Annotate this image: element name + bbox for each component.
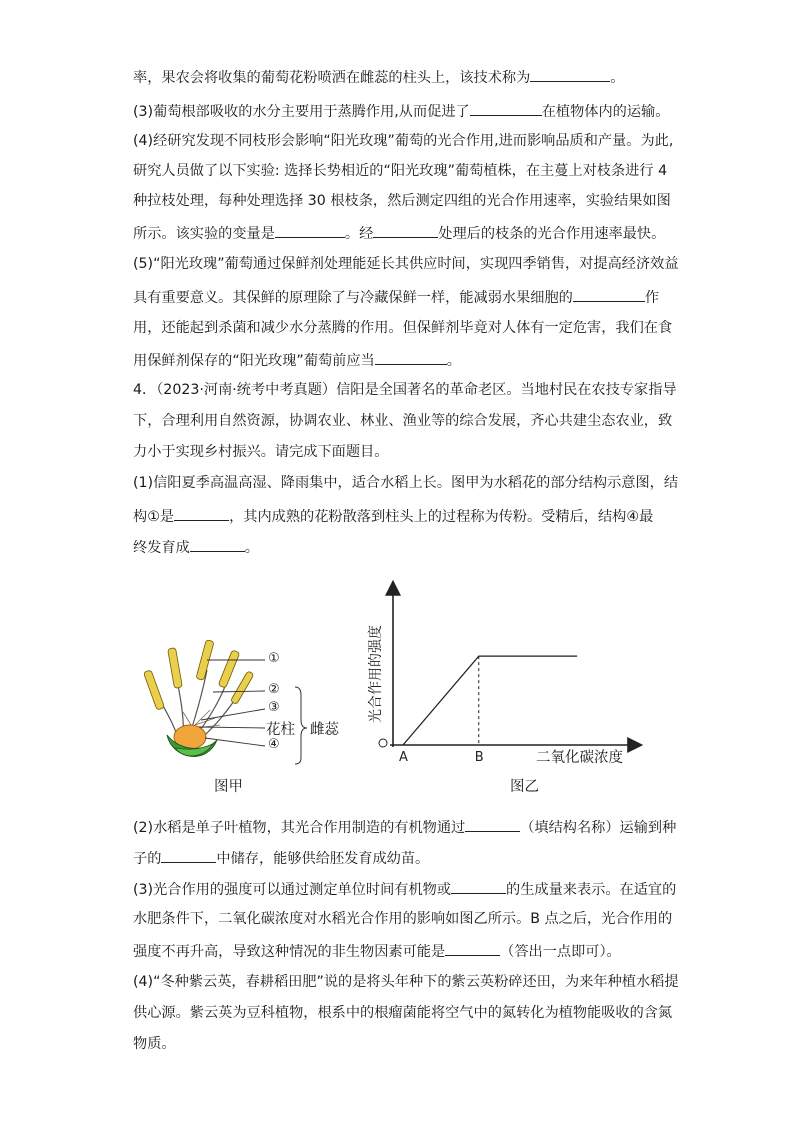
x-tick-label: A (399, 750, 408, 765)
label-1: ① (268, 651, 280, 666)
answer-blank[interactable] (161, 848, 216, 863)
text-line: 子的 中储存，能够供给胚发育成幼苗。 (133, 848, 429, 868)
text-line: 用保鲜剂保存的“阳光玫瑰”葡萄前应当 。 (133, 350, 461, 370)
text-line: 所示。该实验的变量是 。经 处理后的枝条的光合作用速率最快。 (133, 223, 665, 243)
text-line: (3)光合作用的强度可以通过测定单位时间有机物或 的生成量来表示。在适宜的 (133, 879, 676, 899)
text-line: 水肥条件下，二氧化碳浓度对水稻光合作用的影响如图乙所示。B 点之后，光合作用的 (133, 911, 673, 927)
x-axis-label: 二氧化碳浓度 (536, 750, 623, 766)
label-4: ④ (268, 737, 280, 752)
figure-jia-caption: 图甲 (214, 779, 243, 795)
chart-yi (350, 575, 650, 775)
text-line: 种拉枝处理，每种处理选择 30 根枝条，然后测定四组的光合作用速率，实验结果如图 (133, 193, 671, 209)
style-label: 花柱 (266, 722, 295, 738)
text-line: 终发育成 。 (133, 537, 259, 557)
text-line: 供心源。紫云英为豆科植物，根系中的根瘤菌能将空气中的氮转化为植物能吸收的含氮 (133, 1005, 673, 1021)
anthers (143, 640, 254, 710)
answer-blank[interactable] (275, 223, 345, 238)
label-2: ② (268, 682, 280, 697)
text-line: 率，果农会将收集的葡萄花粉喷洒在雌蕊的柱头上，该技术称为 。 (133, 67, 624, 87)
text-line: (4)“冬种紫云英，春耕稻田肥”说的是将头年种下的紫云英粉碎还田，为来年种植水稻提 (133, 974, 679, 990)
text-line: (1)信阳夏季高温高湿、降雨集中，适合水稻上长。图甲为水稻花的部分结构示意图，结 (133, 475, 679, 491)
answer-blank[interactable] (451, 879, 506, 894)
text-line: (2)水稻是单子叶植物，其光合作用制造的有机物通过 （填结构名称）运输到种 (133, 817, 676, 837)
answer-blank[interactable] (190, 537, 245, 552)
answer-blank[interactable] (174, 506, 229, 521)
text-line: 下，合理利用自然资源，协调农业、林业、渔业等的综合发展，齐心共建尘态农业，致 (133, 413, 673, 429)
y-axis-label: 光合作用的强度 (368, 625, 384, 723)
answer-blank[interactable] (445, 941, 500, 956)
text-line: 用，还能起到杀菌和减少水分蒸腾的作用。但保鲜剂毕竟对人体有一定危害，我们在食 (133, 320, 673, 336)
question-heading: 4．（2023·河南·统考中考真题）信阳是全国著名的革命老区。当地村民在农技专家指导 (133, 382, 677, 398)
answer-blank[interactable] (470, 101, 542, 116)
text-line: 强度不再升高，导致这种情况的非生物因素可能是 （答出一点即可）。 (133, 941, 621, 961)
text-line: 构①是 ，其内成熟的花粉散落到柱头上的过程称为传粉。受精后，结构④最 (133, 506, 653, 526)
text-line: 物质。 (133, 1036, 176, 1052)
answer-blank[interactable] (530, 67, 610, 82)
text-line: (4)经研究发现不同枝形会影响“阳光玫瑰”葡萄的光合作用,进而影响品质和产量。为此, (133, 133, 674, 149)
pistil-brace (295, 687, 307, 764)
answer-blank[interactable] (373, 223, 438, 238)
label-3: ③ (268, 700, 280, 715)
answer-blank[interactable] (465, 817, 520, 832)
text-line: 研究人员做了以下实验: 选择长势相近的“阳光玫瑰”葡萄植株，在主蔓上对枝条进行 4 (133, 163, 668, 179)
series-line (403, 656, 577, 745)
figure-jia (135, 640, 350, 770)
origin-marker (379, 739, 387, 747)
text-line: (3)葡萄根部吸收的水分主要用于蒸腾作用,从而促进了 在植物体内的运输。 (133, 101, 669, 121)
figure-yi-caption: 图乙 (510, 779, 539, 795)
text-line: (5)“阳光玫瑰”葡萄通过保鲜剂处理能延长其供应时间，实现四季销售，对提高经济效益 (133, 256, 679, 272)
text-line: 具有重要意义。其保鲜的原理除了与冷藏保鲜一样，能减弱水果细胞的 作 (133, 287, 659, 307)
pistil-label: 雌蕊 (310, 722, 339, 738)
text-line: 力小于实现乡村振兴。请完成下面题目。 (133, 444, 389, 460)
answer-blank[interactable] (375, 350, 447, 365)
answer-blank[interactable] (573, 287, 645, 302)
x-tick-label: B (474, 750, 484, 765)
